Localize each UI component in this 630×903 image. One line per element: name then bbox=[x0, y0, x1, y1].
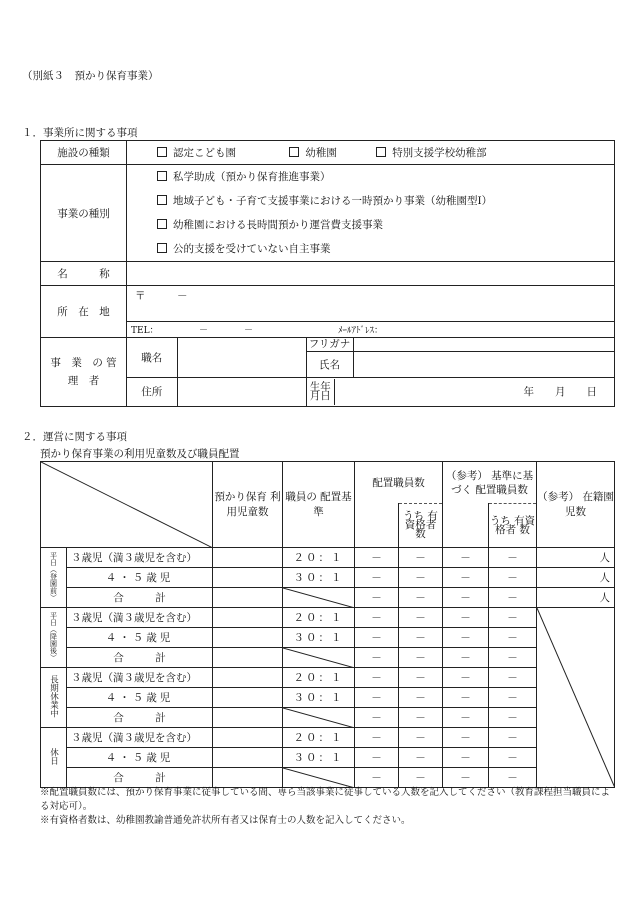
staff-qualified-field[interactable]: － bbox=[399, 548, 443, 568]
table-row bbox=[41, 668, 615, 688]
facility-type-label: 施設の種類 bbox=[41, 141, 127, 165]
staff-count-field[interactable]: － bbox=[355, 548, 399, 568]
ref-staff-count-field[interactable]: － bbox=[443, 628, 489, 648]
ref-qualified-field[interactable]: － bbox=[489, 708, 537, 728]
notes bbox=[40, 786, 614, 828]
age-label: ３歳児（満３歳児を含む） bbox=[67, 728, 213, 748]
ratio-cell: ３０：１ bbox=[283, 568, 355, 588]
person-name-label: 氏名 bbox=[306, 351, 353, 377]
business-option-2[interactable]: 地域子ども・子育て支援事業における一時預かり事業（幼稚園型Ⅰ） bbox=[157, 189, 614, 213]
facility-info-table bbox=[40, 140, 615, 407]
table-row bbox=[41, 768, 615, 788]
section2-title: ２．運営に関する事項 bbox=[22, 431, 127, 443]
ref-staff-count-field[interactable]: － bbox=[443, 648, 489, 668]
staff-count-field[interactable]: － bbox=[355, 608, 399, 628]
contact-row[interactable] bbox=[127, 322, 615, 338]
note-2: ※有資格者数は、幼稚園教諭普通免許状所有者又は保育士の人数を記入してください。 bbox=[40, 815, 411, 826]
table-row bbox=[41, 688, 615, 708]
ref-staff-count-field[interactable]: － bbox=[443, 748, 489, 768]
staff-count-field[interactable]: － bbox=[355, 748, 399, 768]
diagonal-line-icon bbox=[283, 588, 355, 608]
ratio-cell bbox=[283, 648, 355, 668]
furigana-field[interactable] bbox=[353, 338, 615, 351]
ref-staff-count-field[interactable]: － bbox=[443, 688, 489, 708]
ref-staff-count-field[interactable]: － bbox=[443, 608, 489, 628]
col-enrolled-header: （参考） 在籍園児数 bbox=[537, 462, 615, 548]
staff-qualified-field[interactable]: － bbox=[399, 728, 443, 748]
section2-subtitle: 預かり保育事業の利用児童数及び職員配置 bbox=[40, 448, 240, 460]
business-type-label: 事業の種別 bbox=[41, 165, 127, 262]
table-row bbox=[41, 628, 615, 648]
children-count-field[interactable] bbox=[213, 748, 283, 768]
enrolled-na-cell bbox=[537, 608, 615, 788]
ref-qualified-field[interactable]: － bbox=[489, 648, 537, 668]
staff-count-field[interactable]: － bbox=[355, 688, 399, 708]
facility-option-kodomoen[interactable]: 認定こども園 bbox=[157, 147, 236, 159]
children-count-field[interactable] bbox=[213, 608, 283, 628]
header-diagonal-cell bbox=[41, 462, 213, 548]
ref-qualified-field[interactable]: － bbox=[489, 588, 537, 608]
table-row bbox=[41, 648, 615, 668]
staff-count-field[interactable]: － bbox=[355, 668, 399, 688]
ref-staff-count-field[interactable]: － bbox=[443, 708, 489, 728]
business-option-4[interactable]: 公的支援を受けていない自主事業 bbox=[157, 237, 614, 261]
ratio-cell bbox=[283, 588, 355, 608]
age-label: 合 計 bbox=[67, 648, 213, 668]
age-label: ３歳児（満３歳児を含む） bbox=[67, 548, 213, 568]
period-label: 平日（登園前） bbox=[41, 548, 67, 608]
children-count-field[interactable] bbox=[213, 708, 283, 728]
enrolled-count-field[interactable]: 人 bbox=[537, 548, 615, 568]
diagonal-line-icon bbox=[537, 608, 615, 788]
diagonal-line-icon bbox=[41, 462, 213, 548]
staff-qualified-field[interactable]: － bbox=[399, 608, 443, 628]
enrolled-count-field[interactable]: 人 bbox=[537, 568, 615, 588]
checkbox-icon[interactable] bbox=[376, 147, 386, 157]
person-name-field[interactable] bbox=[353, 351, 615, 377]
ref-staff-count-field[interactable]: － bbox=[443, 568, 489, 588]
ref-staff-count-field[interactable]: － bbox=[443, 588, 489, 608]
table-row bbox=[41, 748, 615, 768]
col-standard-header: 職員の 配置基準 bbox=[283, 462, 355, 548]
children-count-field[interactable] bbox=[213, 688, 283, 708]
table-row bbox=[41, 728, 615, 748]
ref-qualified-field[interactable]: － bbox=[489, 728, 537, 748]
ref-staff-count-field[interactable]: － bbox=[443, 768, 489, 788]
checkbox-icon[interactable] bbox=[289, 147, 299, 157]
business-option-1[interactable]: 私学助成（預かり保育推進事業） bbox=[157, 165, 614, 189]
email-label: ﾒｰﾙｱﾄﾞﾚｽ： bbox=[337, 326, 383, 336]
ref-staff-count-field[interactable]: － bbox=[443, 548, 489, 568]
period-label: 平日（降園後） bbox=[41, 608, 67, 668]
job-title-label: 職名 bbox=[127, 338, 177, 377]
staff-qualified-field[interactable]: － bbox=[399, 628, 443, 648]
ref-qualified-field[interactable]: － bbox=[489, 568, 537, 588]
manager-fields bbox=[127, 338, 615, 407]
ref-qualified-field[interactable]: － bbox=[489, 608, 537, 628]
ref-qualified-field[interactable]: － bbox=[489, 668, 537, 688]
staff-qualified-header: うち 有資格者 数 bbox=[399, 504, 443, 548]
staff-qualified-field[interactable]: － bbox=[399, 668, 443, 688]
age-label: 合 計 bbox=[67, 708, 213, 728]
ratio-cell: ２０：１ bbox=[283, 608, 355, 628]
ratio-cell bbox=[283, 768, 355, 788]
col-children-header: 預かり保育 利用児童数 bbox=[213, 462, 283, 548]
children-count-field[interactable] bbox=[213, 628, 283, 648]
table-row bbox=[41, 708, 615, 728]
staff-qualified-field[interactable]: － bbox=[399, 568, 443, 588]
age-label: 合 計 bbox=[67, 768, 213, 788]
checkbox-icon[interactable] bbox=[157, 147, 167, 157]
ref-qualified-field[interactable]: － bbox=[489, 548, 537, 568]
table-row bbox=[41, 548, 615, 568]
age-label: ３歳児（満３歳児を含む） bbox=[67, 668, 213, 688]
age-label: ４・５歳児 bbox=[67, 688, 213, 708]
name-label: 名 称 bbox=[41, 262, 127, 286]
business-type-options bbox=[127, 165, 615, 262]
staff-qualified-field[interactable]: － bbox=[399, 648, 443, 668]
note-1: ※配置職員数には、預かり保育事業に従事している間、専ら当該事業に従事している人数を記入してください（教育課程担当職員による対応可）。 bbox=[40, 787, 611, 812]
checkbox-icon[interactable] bbox=[157, 219, 167, 229]
table-row bbox=[41, 588, 615, 608]
children-count-field[interactable] bbox=[213, 588, 283, 608]
staff-count-field[interactable]: － bbox=[355, 768, 399, 788]
tel-label: TEL： － － bbox=[131, 326, 254, 336]
children-count-field[interactable] bbox=[213, 548, 283, 568]
checkbox-icon[interactable] bbox=[157, 243, 167, 253]
ref-qualified-field[interactable]: － bbox=[489, 628, 537, 648]
document-header: （別紙３ 預かり保育事業） bbox=[22, 70, 159, 82]
section1-title: １．事業所に関する事項 bbox=[22, 127, 138, 139]
enrolled-count-field[interactable]: 人 bbox=[537, 588, 615, 608]
diagonal-line-icon bbox=[283, 768, 355, 788]
period-label: 長期休業中 bbox=[41, 668, 67, 728]
staff-count-field[interactable]: － bbox=[355, 728, 399, 748]
diagonal-line-icon bbox=[283, 648, 355, 668]
checkbox-icon[interactable] bbox=[157, 195, 167, 205]
staff-count-field[interactable]: － bbox=[355, 588, 399, 608]
staff-qualified-field[interactable]: － bbox=[399, 748, 443, 768]
children-count-field[interactable] bbox=[213, 648, 283, 668]
staff-qualified-field[interactable]: － bbox=[399, 708, 443, 728]
address-field[interactable] bbox=[127, 286, 615, 322]
ref-staff-count-field[interactable]: － bbox=[443, 668, 489, 688]
children-count-field[interactable] bbox=[213, 768, 283, 788]
furigana-label: フリガナ bbox=[306, 338, 353, 351]
table-row bbox=[41, 568, 615, 588]
ratio-cell: ２０：１ bbox=[283, 728, 355, 748]
ratio-cell: ３０：１ bbox=[283, 748, 355, 768]
age-label: ４・５歳児 bbox=[67, 568, 213, 588]
birthdate-label: 生年 月日 bbox=[307, 379, 335, 405]
checkbox-icon[interactable] bbox=[157, 171, 167, 181]
staffing-table bbox=[40, 461, 615, 788]
ref-qualified-header: うち 有資格者 数 bbox=[489, 504, 537, 548]
name-field[interactable] bbox=[127, 262, 615, 286]
children-count-field[interactable] bbox=[213, 568, 283, 588]
facility-type-options bbox=[127, 141, 615, 165]
address-label: 所 在 地 bbox=[41, 286, 127, 338]
staff-count-field[interactable]: － bbox=[355, 648, 399, 668]
col-staff-header: 配置職員数 bbox=[355, 462, 443, 504]
facility-option-special-school[interactable]: 特別支援学校幼稚部 bbox=[376, 147, 487, 159]
staff-count-field[interactable]: － bbox=[355, 708, 399, 728]
ref-qualified-field[interactable]: － bbox=[489, 768, 537, 788]
home-address-field[interactable] bbox=[177, 377, 306, 406]
ref-qualified-field[interactable]: － bbox=[489, 748, 537, 768]
age-label: ４・５歳児 bbox=[67, 748, 213, 768]
ratio-cell: ２０：１ bbox=[283, 668, 355, 688]
staff-qualified-field[interactable]: － bbox=[399, 768, 443, 788]
staff-qualified-field[interactable]: － bbox=[399, 688, 443, 708]
birthdate-field[interactable]: 年 月 日 bbox=[523, 386, 597, 399]
home-address-label: 住所 bbox=[127, 377, 177, 406]
staff-count-field[interactable]: － bbox=[355, 568, 399, 588]
age-label: ４・５歳児 bbox=[67, 628, 213, 648]
children-count-field[interactable] bbox=[213, 668, 283, 688]
staff-qualified-field[interactable]: － bbox=[399, 588, 443, 608]
ratio-cell: ３０：１ bbox=[283, 688, 355, 708]
job-title-field[interactable] bbox=[177, 338, 306, 377]
table-row bbox=[41, 608, 615, 628]
staff-count-field[interactable]: － bbox=[355, 628, 399, 648]
children-count-field[interactable] bbox=[213, 728, 283, 748]
ratio-cell: ３０：１ bbox=[283, 628, 355, 648]
ratio-cell: ２０：１ bbox=[283, 548, 355, 568]
business-option-3[interactable]: 幼稚園における長時間預かり運営費支援事業 bbox=[157, 213, 614, 237]
col-ref-staff-header: （参考） 基準に基づく 配置職員数 bbox=[443, 462, 537, 504]
age-label: 合 計 bbox=[67, 588, 213, 608]
diagonal-line-icon bbox=[283, 708, 355, 728]
ref-qualified-field[interactable]: － bbox=[489, 688, 537, 708]
ref-staff-count-field[interactable]: － bbox=[443, 728, 489, 748]
postal-mark: 〒 － bbox=[135, 290, 188, 302]
facility-option-kindergarten[interactable]: 幼稚園 bbox=[289, 147, 337, 159]
manager-label: 事 業 の 管 理 者 bbox=[41, 338, 127, 407]
period-label: 休日 bbox=[41, 728, 67, 788]
age-label: ３歳児（満３歳児を含む） bbox=[67, 608, 213, 628]
ratio-cell bbox=[283, 708, 355, 728]
